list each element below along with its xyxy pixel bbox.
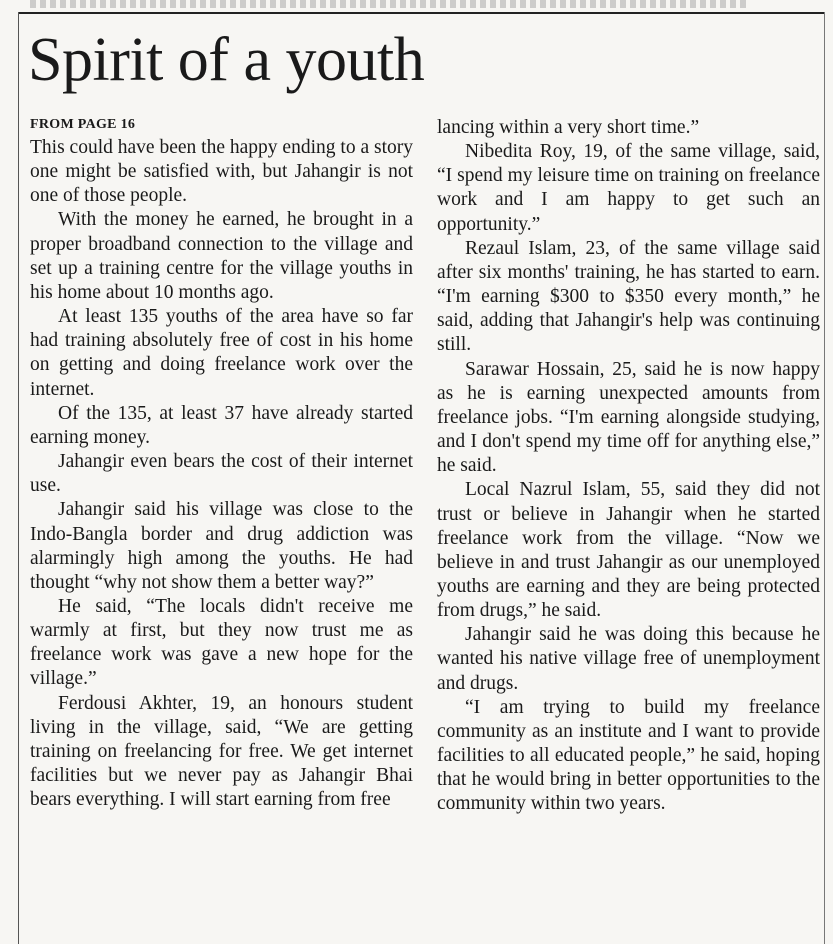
paragraph: Jahangir said his village was close to the Indo-Bangla border and drug addiction was alarmingly high among the youths. He had thought “why not show them a better way?” (30, 499, 413, 593)
clipped-text-strip (30, 0, 750, 8)
paragraph: With the money he earned, he brought in a proper broadband connection to the village and set up a training centre for the village youths in his home about 10 months ago. (30, 209, 413, 303)
paragraph: Of the 135, at least 37 have already started earning money. (30, 402, 413, 448)
left-column (30, 114, 413, 812)
paragraph: Jahangir even bears the cost of their internet use. (30, 451, 413, 497)
left-rule (18, 12, 19, 944)
paragraph: Sarawar Hossain, 25, said he is now happy as he is earning unexpected amounts from freelance jobs. “I'm earning alongside studying, and I don't spend my time off for anything else,” he said. (437, 358, 820, 477)
kicker: FROM PAGE 16 (30, 117, 136, 132)
right-column (437, 116, 820, 817)
paragraph: Jahangir said he was doing this because he wanted his native village free of unemployment and drugs. (437, 624, 820, 694)
paragraph: This could have been the happy ending to a story one might be satisfied with, but Jahangir is not one of those people. (30, 137, 413, 207)
paragraph: Local Nazrul Islam, 55, said they did not trust or believe in Jahangir when he started freelance work from the village. “Now we believe in and trust Jahangir as our unemployed youths are earning and they are being protected from drugs,” he said. (437, 479, 820, 622)
right-rule (824, 12, 825, 944)
top-rule (18, 12, 825, 14)
headline: Spirit of a youth (28, 26, 425, 94)
paragraph: Ferdousi Akhter, 19, an honours student living in the village, said, “We are getting training on freelancing for free. We get internet facilities but we never pay as Jahangir Bhai bears everything. I will start earning from free (30, 692, 413, 811)
paragraph: “I am trying to build my freelance community as an institute and I want to provide facilities to all educated people,” he said, hoping that he would bring in better opportunities to the community within two years. (437, 696, 820, 815)
paragraph: At least 135 youths of the area have so far had training absolutely free of cost in his home on getting and doing freelance work over the internet. (30, 306, 413, 400)
paragraph: Nibedita Roy, 19, of the same village, said, “I spend my leisure time on training on freelance work and I am happy to get such an opportunity.” (437, 141, 820, 235)
paragraph: Rezaul Islam, 23, of the same village said after six months' training, he has started to earn. “I'm earning $300 to $350 every month,” he said, adding that Jahangir's help was continuing still. (437, 237, 820, 356)
paragraph: He said, “The locals didn't receive me warmly at first, but they now trust me as freelance work was gave a new hope for the village.” (30, 595, 413, 690)
paragraph: lancing within a very short time.” (437, 117, 700, 138)
